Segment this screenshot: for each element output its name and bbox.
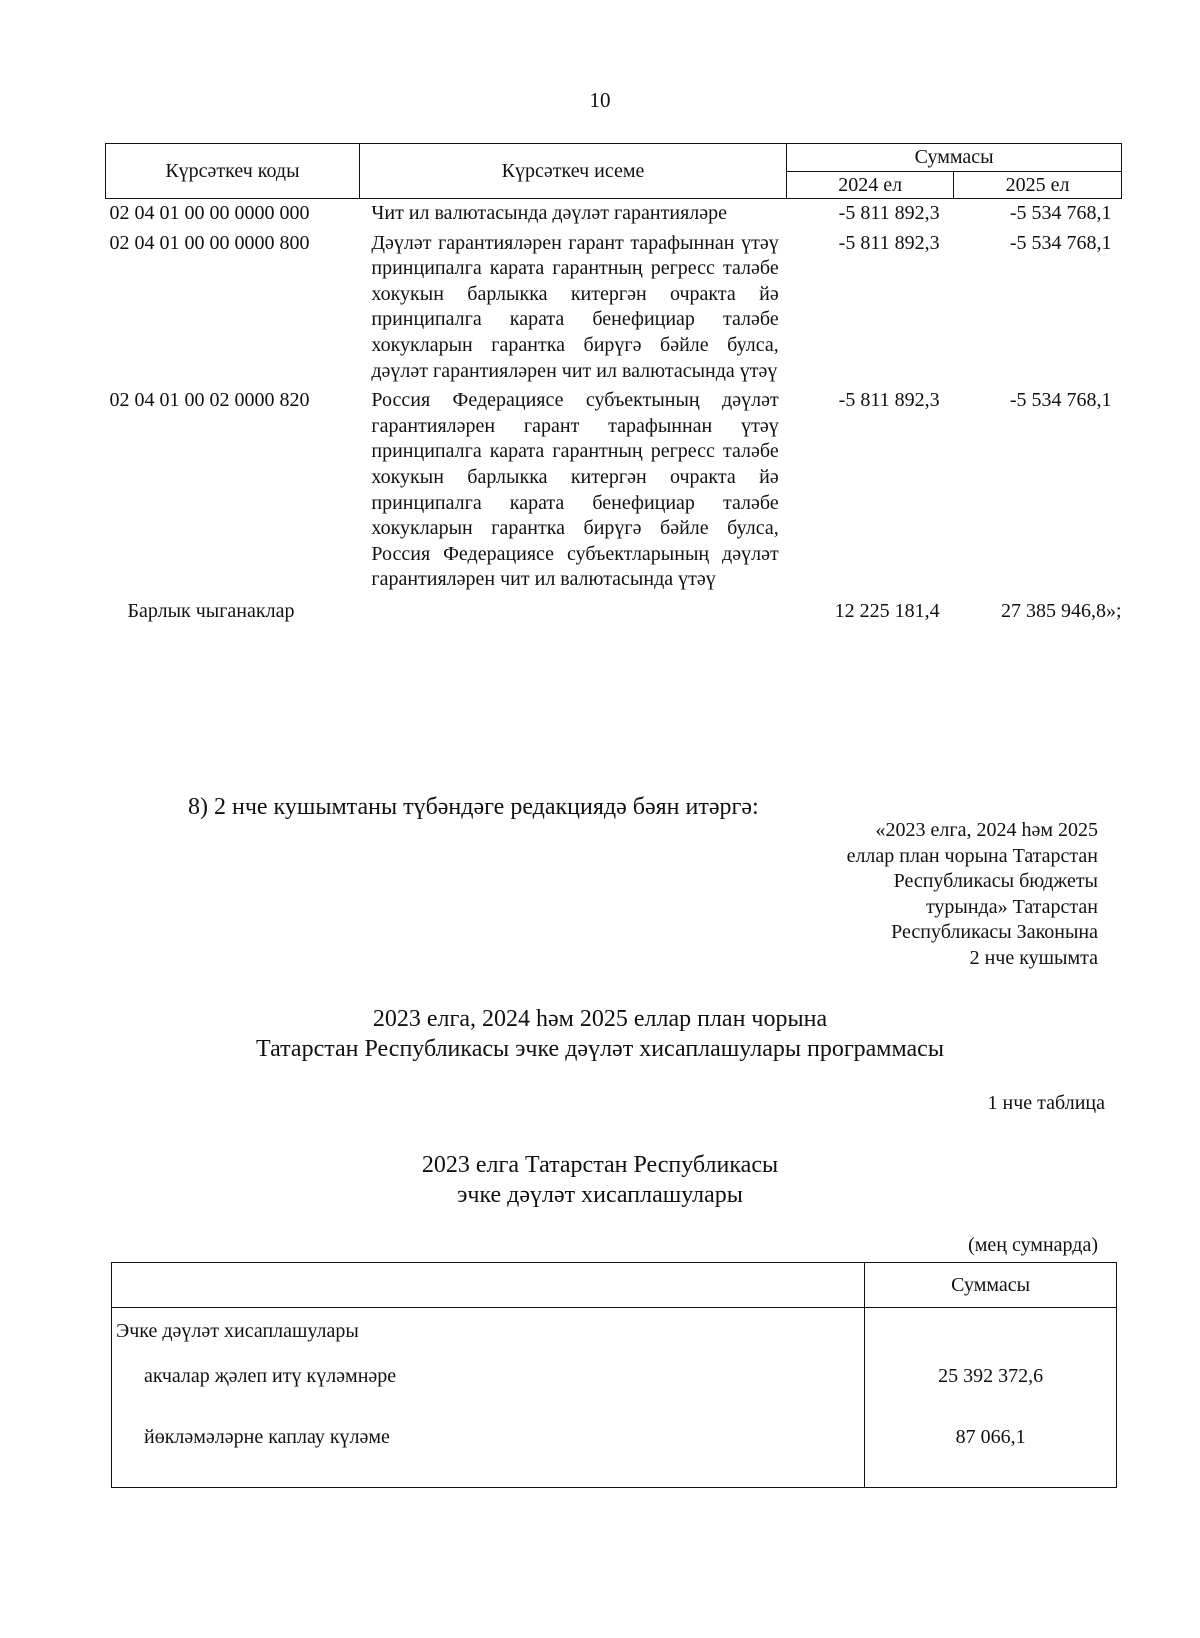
borrowings-table [111,1262,1117,1488]
units-note: (мең сумнарда) [968,1234,1098,1256]
header-sum: Суммасы [865,1263,1117,1308]
program-title [0,1004,1200,1064]
header-indicator-code: Күрсәткеч коды [106,144,360,199]
row-label: йөкләмәләрне каплау күләме [112,1410,865,1488]
program-title-line: 2023 елга, 2024 һәм 2025 еллар план чорына [372,1006,828,1032]
appendix-ref-line: 2 нче кушымта [969,946,1098,969]
total-row [106,595,1122,627]
sources-table [105,143,1122,627]
appendix-ref-line: Республикасы Законына [891,921,1098,943]
table-row [106,386,1122,595]
appendix-ref-line: турында» Татарстан [925,895,1098,918]
value-2024: -5 811 892,3 [838,231,940,254]
table-row [106,199,1122,229]
table-title [0,1150,1200,1210]
table-number: 1 нче таблица [987,1092,1105,1114]
program-title-line: Татарстан Республикасы эчке дәүләт хисаплашулары программасы [256,1036,944,1062]
value-2024: -5 811 892,3 [838,202,940,224]
row-value: 25 392 372,6 [865,1357,1117,1410]
indicator-code: 02 04 01 00 02 0000 820 [109,389,310,412]
value-2025: -5 534 768,1 [1009,389,1112,412]
total-2025: 27 385 946,8»; [1000,599,1122,622]
value-2025: -5 534 768,1 [1009,231,1112,254]
table-row [112,1308,1117,1358]
table-row [112,1357,1117,1410]
total-2024: 12 225 181,4 [834,599,940,622]
row-value: 87 066,1 [865,1410,1117,1488]
appendix-reference [847,818,1098,971]
header-year-2024: 2024 ел [787,171,954,199]
indicator-code: 02 04 01 00 00 0000 000 [109,202,310,224]
total-label: Барлык чыганаклар [127,599,295,622]
header-year-2025: 2025 ел [954,171,1122,199]
appendix-ref-line: Республикасы бюджеты [893,870,1098,892]
row-label: акчалар җәлеп итү күләмнәре [112,1357,865,1410]
page-number: 10 [589,88,611,112]
header-indicator-name: Күрсәткеч исеме [359,144,786,199]
table-row [112,1410,1117,1488]
indicator-code: 02 04 01 00 00 0000 800 [109,231,310,254]
appendix-ref-line: еллар план чорына Татарстан [846,844,1098,867]
indicator-name: Чит ил валютасында дәүләт гарантияләре [371,202,728,224]
table-title-line: эчке дәүләт хисаплашулары [457,1182,743,1208]
indicator-name: Дәүләт гарантияләрен гарант тарафыннан үтәү принципалга карата гарантның регресс таләбе хокукын барлыкка китергән очракта йә принципалга карата бенефициар таләбе хокукларын гарантка бирүгә бәйле булса, дәүләт гарантияләрен чит ил валютасында үтәү [371,231,779,382]
amendment-item-8: 8) 2 нче кушымтаны түбәндәге редакциядә бәян итәргә: [188,794,759,820]
value-2025: -5 534 768,1 [1009,202,1112,224]
value-2024: -5 811 892,3 [838,389,940,412]
header-empty [112,1263,865,1308]
table-title-line: 2023 елга Татарстан Республикасы [421,1152,779,1178]
indicator-name: Россия Федерациясе субъектының дәүләт гарантияләрен гарант тарафыннан үтәү принципалга карата гарантның регресс таләбе хокукын барлыкка китергән очракта йә принципалга карата бенефициар таләбе хокукларын гарантка бирүгә бәйле булса, Россия Федерациясе субъектларының дәүләт гарантияләрен чит ил валютасында үтәү [371,389,779,591]
section-label: Эчке дәүләт хисаплашулары [112,1308,865,1358]
table-row [106,229,1122,387]
appendix-ref-line: «2023 елга, 2024 һәм 2025 [875,819,1098,841]
header-sum: Суммасы [787,144,1122,172]
